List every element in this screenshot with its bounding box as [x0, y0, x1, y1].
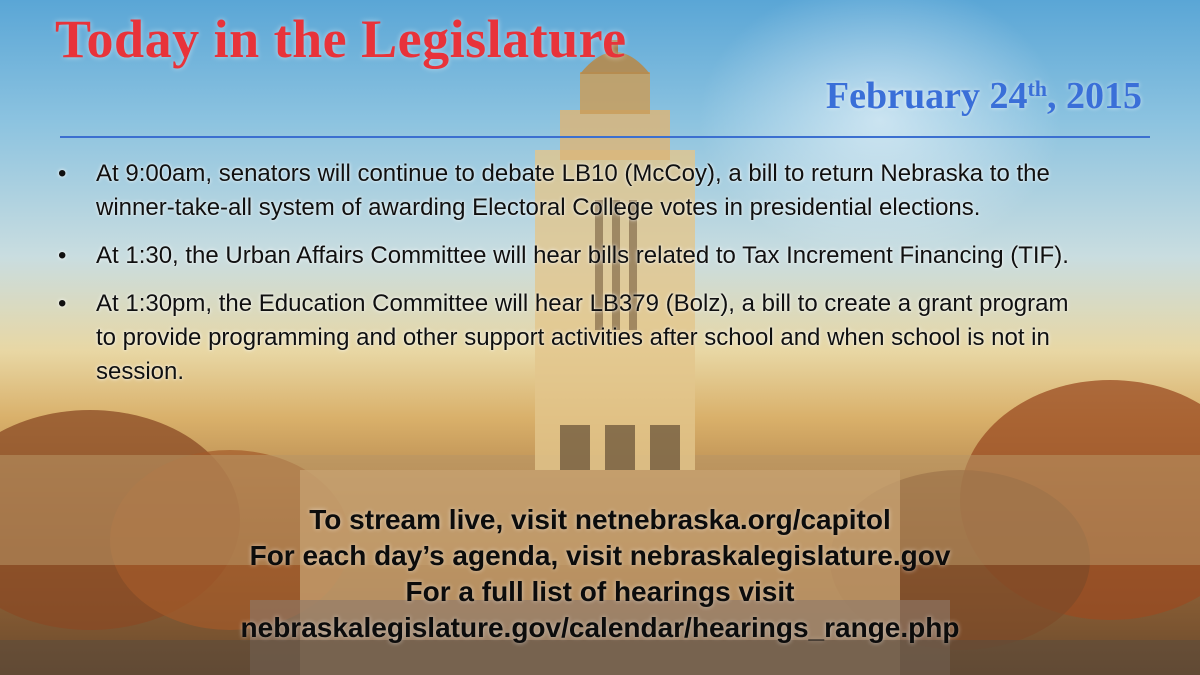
title-divider [60, 136, 1150, 138]
hearings-url-text: nebraskalegislature.gov/calendar/hearings_range.php [240, 612, 960, 643]
slide-title: Today in the Legislature [55, 9, 627, 69]
bullet-icon: • [58, 242, 67, 269]
agenda-item [58, 239, 1078, 273]
agenda-item-text: At 9:00am, senators will continue to debate LB10 (McCoy), a bill to return Nebraska to the winner-take-all system of awarding Electoral College votes in presidential elections. [96, 160, 1050, 221]
date-month-day: February 24 [825, 75, 1028, 117]
bullet-icon: • [58, 290, 67, 317]
date-ordinal-suffix: th [1027, 76, 1047, 101]
daily-agenda-text: For each day’s agenda, visit nebraskalegislature.gov [249, 540, 951, 571]
slide-date [826, 74, 1142, 118]
agenda-item-text: At 1:30, the Urban Affairs Committee will hear bills related to Tax Increment Financing (TIF). [96, 242, 1069, 269]
date-year: , 2015 [1047, 75, 1142, 117]
agenda-list [58, 157, 1078, 403]
hearings-list-text: For a full list of hearings visit [405, 576, 795, 607]
agenda-item [58, 157, 1078, 225]
stream-live-text: To stream live, visit netnebraska.org/capitol [309, 504, 891, 535]
agenda-item-text: At 1:30pm, the Education Committee will hear LB379 (Bolz), a bill to create a grant program to provide programming and other support activities after school and when school is not in session. [96, 290, 1069, 385]
footer-links [0, 502, 1200, 646]
bullet-icon: • [58, 160, 67, 187]
agenda-item [58, 287, 1078, 389]
